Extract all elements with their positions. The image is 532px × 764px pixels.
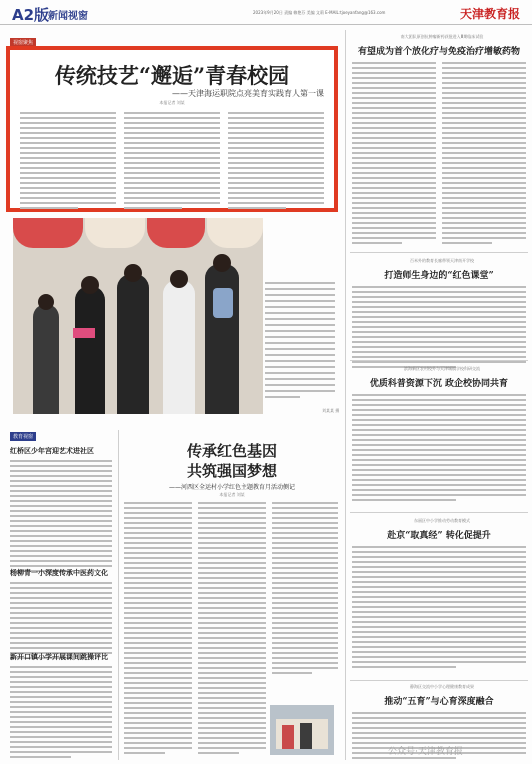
left-section-tag: 教育视窗: [10, 432, 36, 441]
right-article-3-kicker: 滨海新区农村校外与天津城镇学校科研交流: [404, 366, 480, 371]
center-headline-line-1[interactable]: 传承红色基因: [186, 442, 277, 460]
left-item-1-title[interactable]: 红桥区少年宫迎艺术进社区: [10, 447, 94, 455]
right-article-4-kicker: 东丽区中小学推动劳动教育模式: [414, 518, 470, 523]
lead-body-col-3: [228, 112, 324, 212]
left-item-3-body: [10, 666, 112, 761]
center-byline: 本报记者 刘某: [219, 492, 245, 497]
right-article-5-kicker: 静海区交流中小学心理健康教育成果: [410, 684, 474, 689]
right-article-3-body: [352, 394, 526, 504]
center-body-col-2: [198, 502, 266, 757]
right-article-2-title[interactable]: 打造师生身边的“红色课堂”: [384, 271, 494, 281]
right-article-3-title[interactable]: 优质科普资源下沉 政企校协同共育: [369, 379, 509, 389]
wechat-watermark: 公众号·天津教育报: [388, 747, 463, 757]
right-article-4-body: [352, 546, 526, 671]
center-article-photo: [270, 705, 334, 755]
issue-info: 2023年9月20日 责编 赖艳芬 美编 文莉 E-MAIL:tjoeyanfang@163.com: [253, 10, 386, 15]
page-header: [0, 0, 532, 25]
right-article-1-body-left: [352, 62, 436, 247]
left-item-2-body: [10, 582, 112, 662]
right-article-5-title[interactable]: 推动“五育”与心育深度融合: [384, 697, 494, 707]
lead-subheadline: ——天津海运职院点亮美育实践育人第一课: [172, 89, 324, 98]
center-body-col-3: [272, 502, 338, 677]
lead-body-col-2: [124, 112, 220, 212]
photo-caption: [265, 282, 335, 402]
right-article-4-title[interactable]: 赴京“取真经” 转化促提升: [387, 531, 491, 541]
left-item-2-title[interactable]: 杨柳青一小深度传承中医药文化: [10, 569, 108, 577]
photo-credit: 刘某某 摄: [322, 408, 340, 413]
right-article-2-body: [352, 286, 526, 371]
page-number: A2版: [12, 6, 50, 24]
lead-body-col-1: [20, 112, 116, 212]
column-divider: [345, 30, 346, 760]
lead-headline: 传统技艺“邂逅”青春校园: [54, 63, 290, 88]
center-subheadline: ——河西区全运村小学红色主题教育月活动侧记: [168, 484, 295, 491]
masthead-logo: 天津教育报: [459, 7, 520, 21]
lead-section-tag: 视窗聚焦: [10, 38, 36, 47]
left-item-3-title[interactable]: 新开口镇小学开展课间跳操评比: [10, 653, 108, 661]
campus-event-photo: [13, 218, 263, 414]
section-name: 新闻视窗: [48, 11, 88, 22]
right-article-1-body-right: [442, 62, 526, 247]
right-article-1-kicker: 南大团队原创抗肿瘤新药获批进入Ⅲ期临床试验: [400, 34, 484, 39]
center-headline-line-2[interactable]: 共筑强国梦想: [186, 462, 277, 480]
center-body-col-1: [124, 502, 192, 757]
lead-article-highlight[interactable]: [6, 46, 338, 212]
column-divider: [118, 430, 119, 760]
right-article-1-title[interactable]: 有望成为首个放化疗与免疫治疗增敏药物: [357, 47, 520, 57]
left-item-1-body: [10, 460, 112, 575]
lead-byline: 本报记者 刘某: [159, 100, 185, 105]
right-article-2-kicker: 百米外的教育长廊带领天津南开学校: [410, 258, 474, 263]
